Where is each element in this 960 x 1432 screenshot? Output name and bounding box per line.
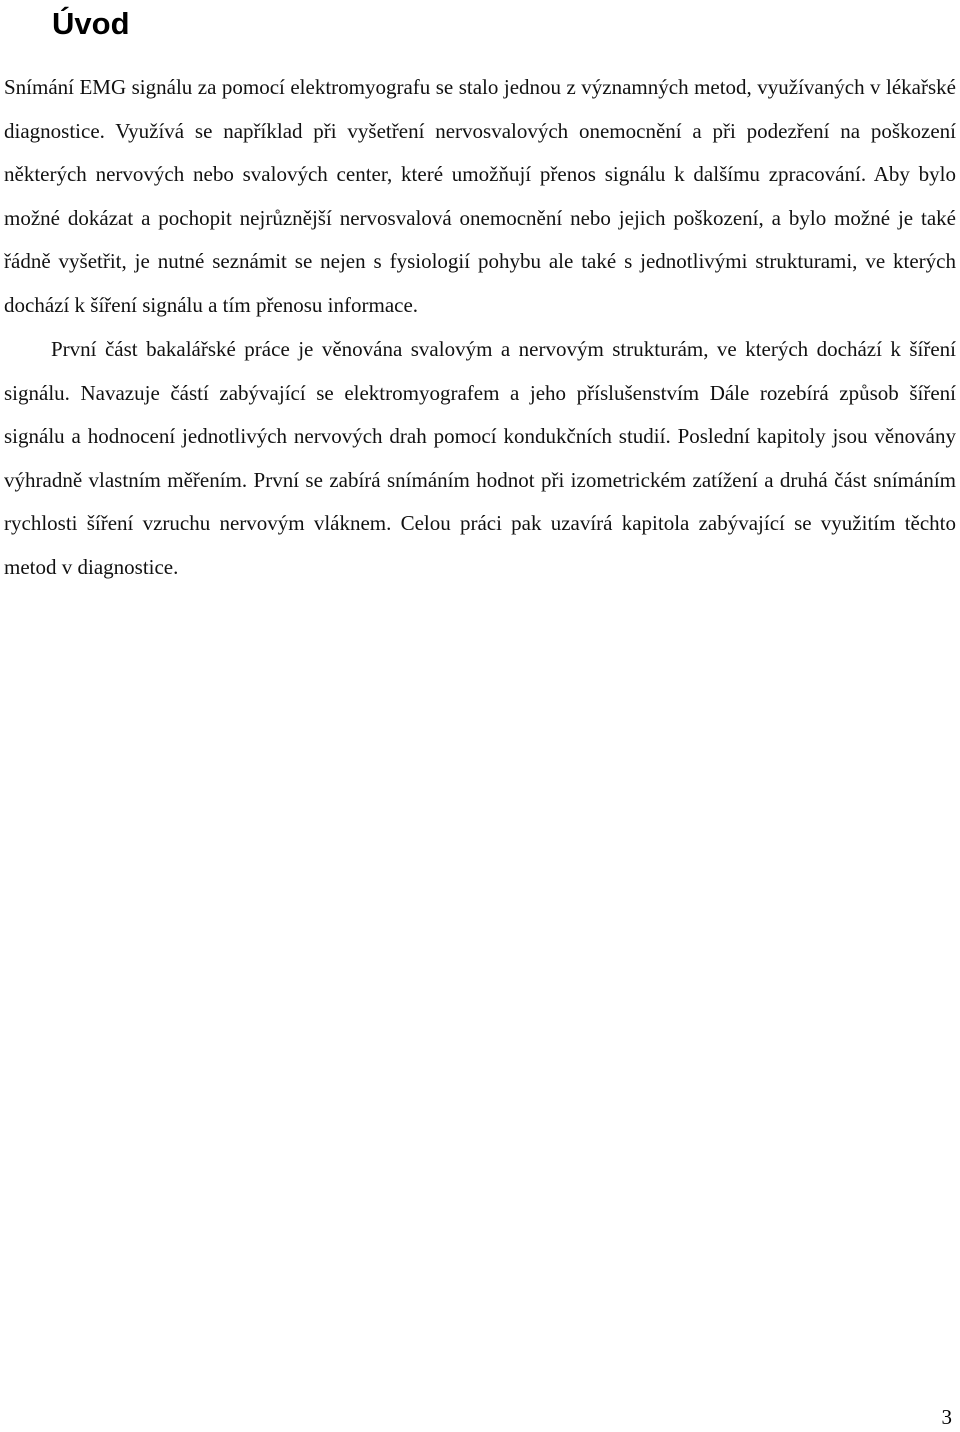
body-text xyxy=(4,66,956,589)
page-number: 3 xyxy=(941,1405,952,1429)
paragraph-structure: První část bakalářské práce je věnována svalovým a nervovým strukturám, ve kterých dochází k šíření signálu. Navazuje částí zabývající se elektromyografem a jeho příslušenstvím Dále rozebírá způsob šíření signálu a hodnocení jednotlivých nervových drah pomocí kondukčních studií. Poslední kapitoly jsou věnovány výhradně vlastním měřením. První se zabírá snímáním hodnot při izometrickém zatížení a druhá část snímáním rychlosti šíření vzruchu nervovým vláknem. Celou práci pak uzavírá kapitola zabývající se využitím těchto metod v diagnostice. xyxy=(4,337,956,579)
paragraph-intro: Snímání EMG signálu za pomocí elektromyografu se stalo jednou z významných metod, využívaných v lékařské diagnostice. Využívá se například při vyšetření nervosvalových onemocnění a při podezření na poškození některých nervových nebo svalových center, které umožňují přenos signálu k dalšímu zpracování. Aby bylo možné dokázat a pochopit nejrůznější nervosvalová onemocnění nebo jejich poškození, a bylo možné je také řádně vyšetřit, je nutné seznámit se nejen s fysiologií pohybu ale také s jednotlivými strukturami, ve kterých dochází k šíření signálu a tím přenosu informace. xyxy=(4,75,956,317)
page-title: Úvod xyxy=(52,6,130,41)
